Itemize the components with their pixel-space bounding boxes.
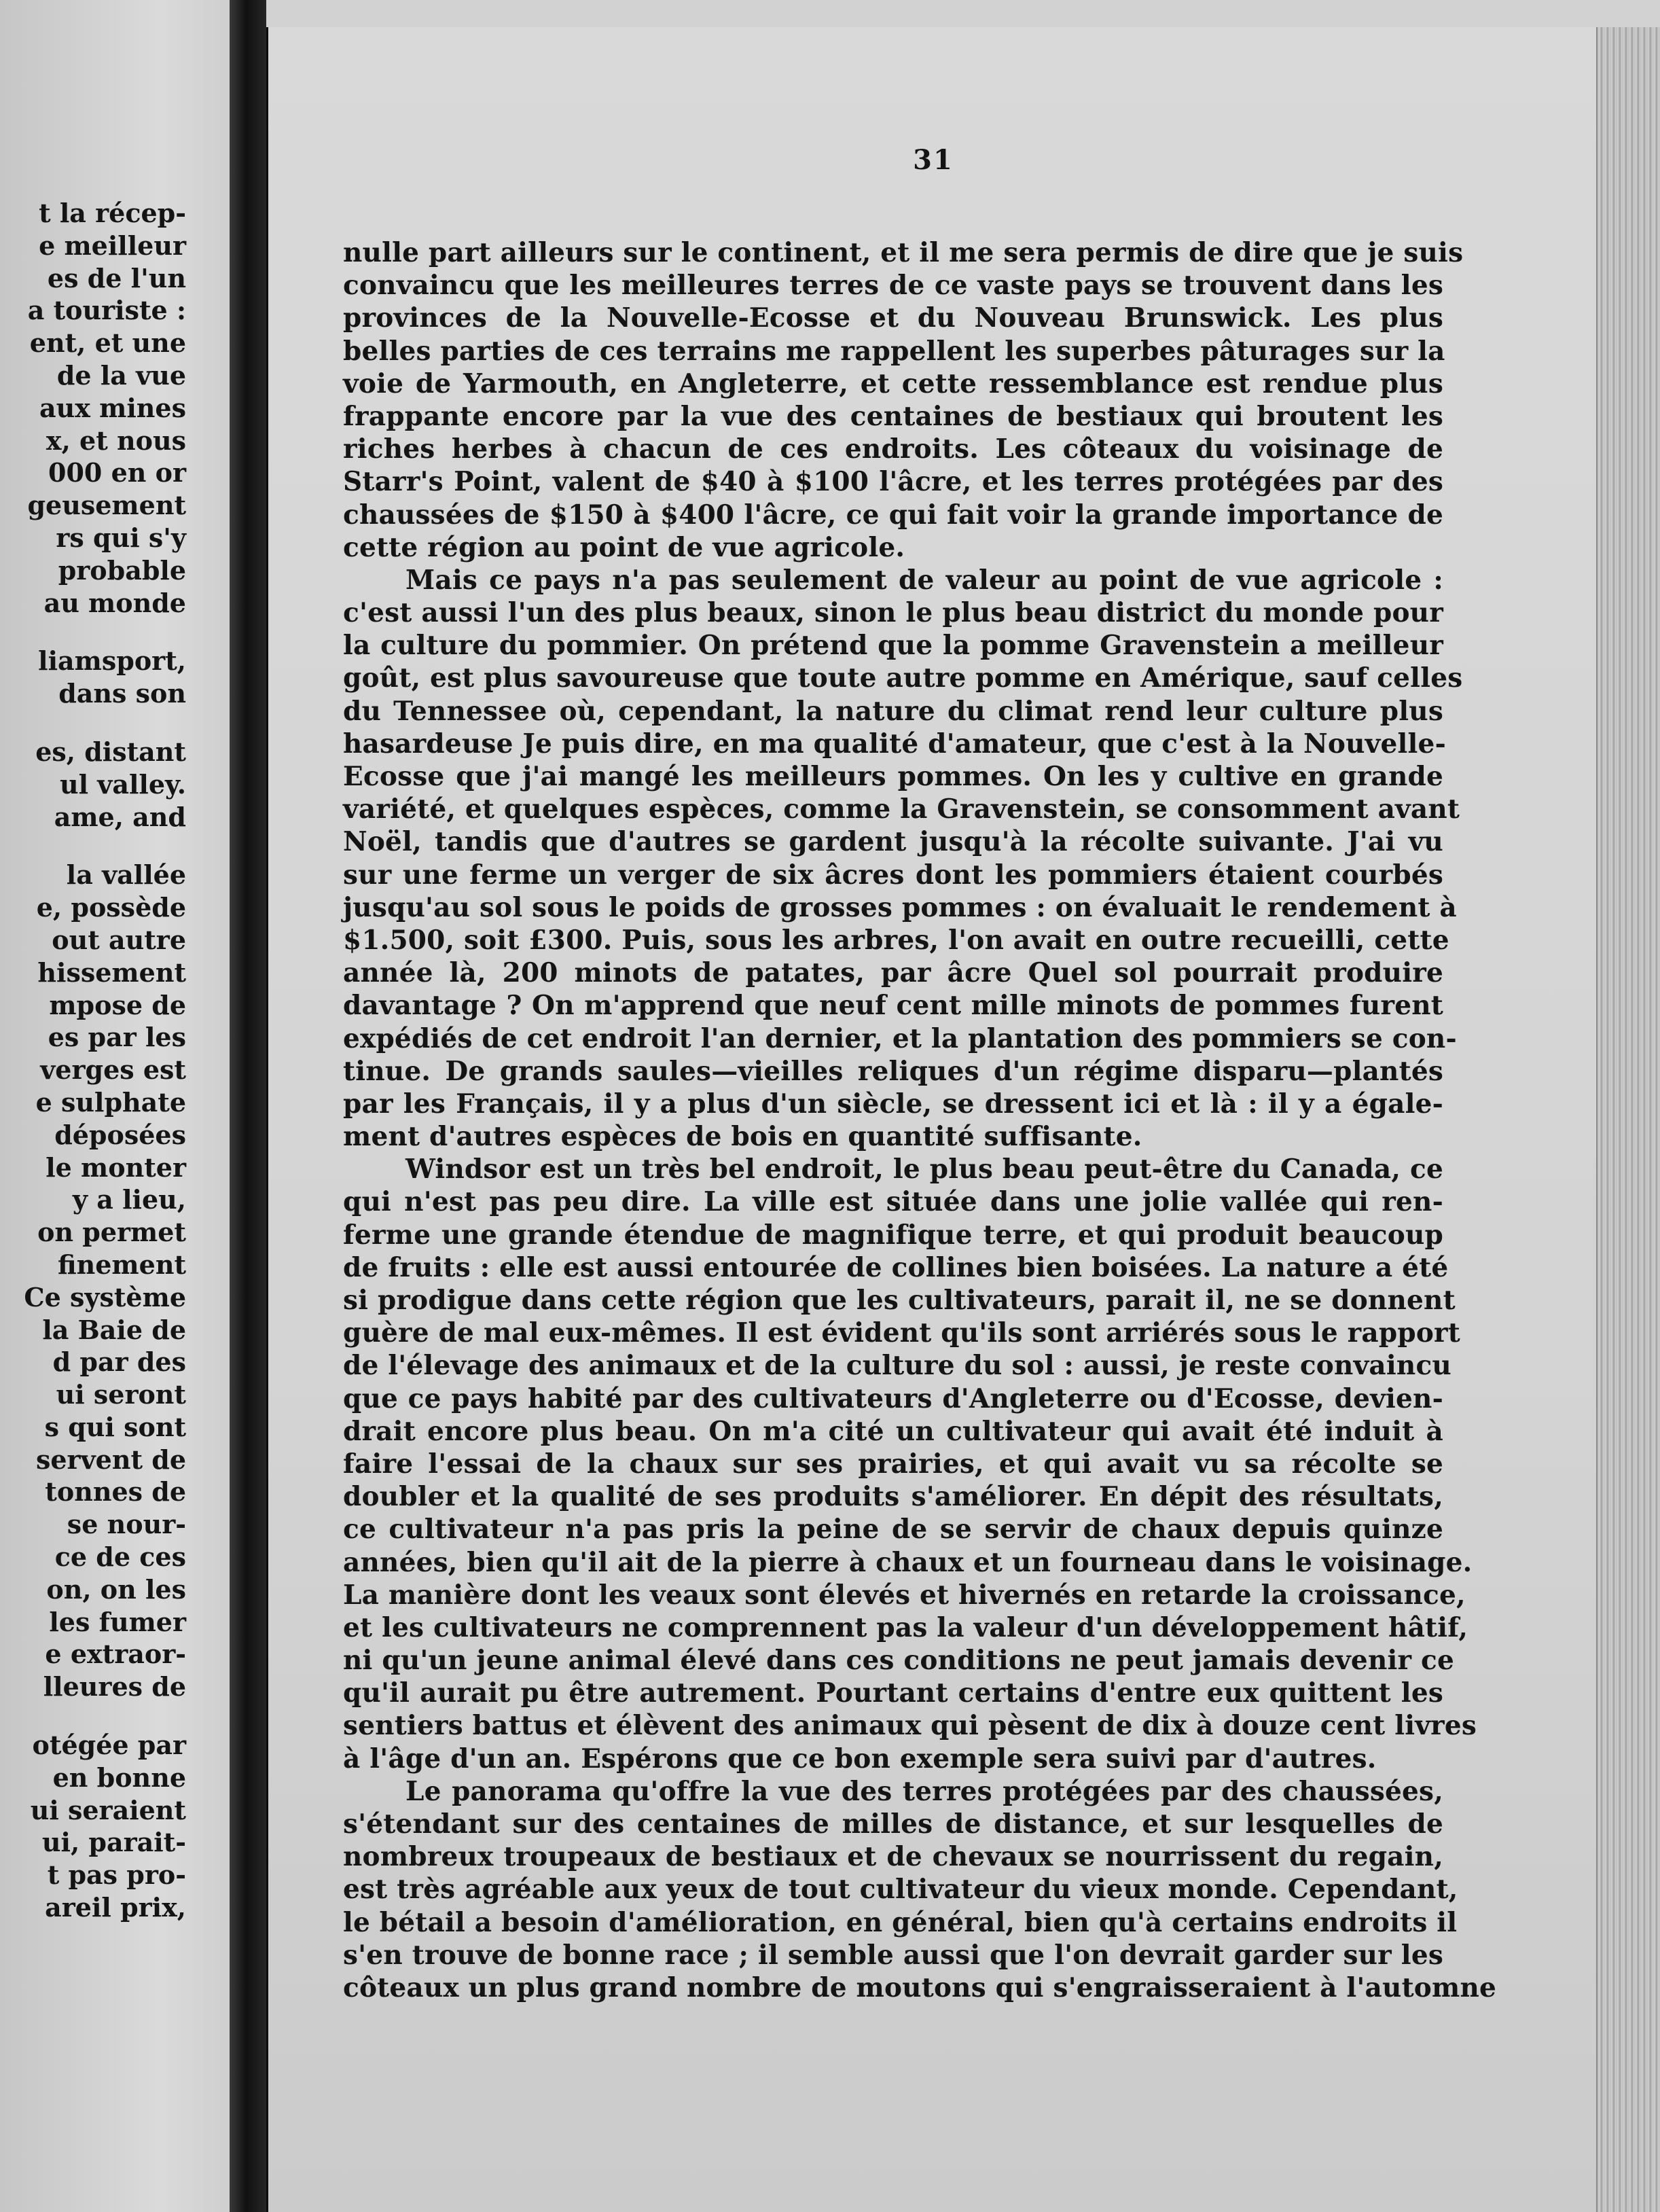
text-line: nombreux troupeaux de bestiaux et de chevaux se nourrissent du regain, xyxy=(343,1841,1443,1873)
text-line: que ce pays habité par des cultivateurs d'Angleterre ou d'Ecosse, devien- xyxy=(343,1382,1443,1414)
left-text-line: aux mines xyxy=(39,392,186,423)
text-line: côteaux un plus grand nombre de moutons qui s'engraisseraient à l'automne xyxy=(343,1972,1497,2003)
text-line: Le panorama qu'offre la vue des terres protégées par des chaussées, xyxy=(405,1775,1443,1807)
left-text-line: out autre xyxy=(52,924,186,955)
left-text-line: déposées xyxy=(54,1119,186,1150)
left-text-line: t pas pro- xyxy=(47,1859,186,1891)
left-text-line: les fumer xyxy=(49,1606,186,1637)
text-line: tinue. De grands saules—vieilles reliques d'un régime disparu—plantés xyxy=(343,1055,1443,1087)
line-gap xyxy=(24,1703,186,1729)
line-gap xyxy=(24,833,186,859)
text-line: doubler et la qualité de ses produits s'améliorer. En dépit des résultats, xyxy=(343,1481,1443,1513)
text-line: le bétail a besoin d'amélioration, en général, bien qu'à certains endroits il xyxy=(343,1906,1458,1938)
text-line: drait encore plus beau. On m'a cité un cultivateur qui avait été induit à xyxy=(343,1415,1443,1447)
left-text-line: ent, et une xyxy=(29,327,186,359)
line-gap xyxy=(24,710,186,736)
left-text-line: verges est xyxy=(40,1054,186,1086)
text-line: La manière dont les veaux sont élevés et hivernés en retarde la croissance, xyxy=(343,1579,1466,1611)
left-text-line: ul valley. xyxy=(60,768,186,800)
left-text-line: es, distant xyxy=(35,736,186,767)
left-text-line: geusement xyxy=(27,490,186,521)
text-line: sentiers battus et élèvent des animaux qui pèsent de dix à douze cent livres xyxy=(343,1710,1477,1742)
left-text-line: a touriste : xyxy=(27,295,186,326)
left-text-line: ui seraient xyxy=(30,1794,186,1825)
line-gap xyxy=(24,619,186,645)
text-line: si prodigue dans cette région que les cultivateurs, parait il, ne se donnent xyxy=(343,1285,1456,1316)
text-line: ment d'autres espèces de bois en quantité suffisante. xyxy=(343,1121,1142,1153)
left-text-line: e meilleur xyxy=(39,230,186,261)
body-text xyxy=(343,236,1497,2004)
text-line: chaussées de $150 à $400 l'âcre, ce qui fait voir la grande importance de xyxy=(343,499,1443,531)
left-text-line: en bonne xyxy=(52,1762,186,1793)
text-line: et les cultivateurs ne comprennent pas la valeur d'un développement hâtif, xyxy=(343,1611,1468,1643)
text-line: année là, 200 minots de patates, par âcre Quel sol pourrait produire xyxy=(343,957,1443,989)
text-line: années, bien qu'il ait de la pierre à chaux et un fourneau dans le voisinage. xyxy=(343,1546,1473,1578)
text-line: Windsor est un très bel endroit, le plus beau peut-être du Canada, ce xyxy=(405,1154,1443,1185)
text-line: c'est aussi l'un des plus beaux, sinon le plus beau district du monde pour xyxy=(343,597,1443,629)
text-line: expédiés de cet endroit l'an dernier, et la plantation des pommiers se con- xyxy=(343,1022,1457,1054)
text-line: guère de mal eux-mêmes. Il est évident qu'ils sont arriérés sous le rapport xyxy=(343,1317,1461,1349)
text-line: belles parties de ces terrains me rappellent les superbes pâturages sur la xyxy=(343,335,1445,367)
left-text-line: x, et nous xyxy=(46,425,186,456)
left-text-line: d par des xyxy=(52,1346,186,1378)
text-line: ferme une grande étendue de magnifique terre, et qui produit beaucoup xyxy=(343,1219,1443,1251)
text-line: s'en trouve de bonne race ; il semble aussi que l'on devrait garder sur les xyxy=(343,1939,1443,1971)
text-line: la culture du pommier. On prétend que la pomme Gravenstein a meilleur xyxy=(343,630,1443,662)
left-text-line: Ce système xyxy=(24,1281,186,1313)
text-line: riches herbes à chacun de ces endroits. Les côteaux du voisinage de xyxy=(343,433,1443,465)
left-text-line: le monter xyxy=(46,1152,186,1183)
left-text-line: rs qui s'y xyxy=(56,522,186,553)
left-text-line: probable xyxy=(58,554,186,586)
text-line: ni qu'un jeune animal élevé dans ces conditions ne peut jamais devenir ce xyxy=(343,1645,1454,1677)
left-text-line: es par les xyxy=(48,1022,186,1053)
text-line: ce cultivateur n'a pas pris la peine de se servir de chaux depuis quinze xyxy=(343,1514,1443,1546)
left-text-line: la Baie de xyxy=(42,1314,186,1345)
left-text-line: hissement xyxy=(37,957,186,988)
text-line: de l'élevage des animaux et de la culture du sol : aussi, je reste convaincu xyxy=(343,1350,1451,1382)
left-text-line: tonnes de xyxy=(45,1476,186,1508)
text-line: Noël, tandis que d'autres se gardent jusqu'à la récolte suivante. J'ai vu xyxy=(343,826,1443,858)
right-page xyxy=(266,27,1600,2212)
left-text-line: liamsport, xyxy=(38,645,186,677)
left-text-line: au monde xyxy=(43,587,186,618)
left-text-line: on permet xyxy=(37,1217,186,1248)
text-line: provinces de la Nouvelle-Ecosse et du Nouveau Brunswick. Les plus xyxy=(343,302,1443,334)
left-text-line: otégée par xyxy=(32,1730,186,1761)
text-line: du Tennessee où, cependant, la nature du climat rend leur culture plus xyxy=(343,695,1443,727)
left-text-line: dans son xyxy=(58,678,186,709)
text-line: $1.500, soit £300. Puis, sous les arbres, l'on avait en outre recueilli, cette xyxy=(343,924,1449,956)
left-text-line: ui, parait- xyxy=(41,1827,186,1858)
text-line: à l'âge d'un an. Espérons que ce bon exemple sera suivi par d'autres. xyxy=(343,1743,1377,1774)
left-text-line: servent de xyxy=(35,1444,186,1475)
text-line: variété, et quelques espèces, comme la Gravenstein, se consomment avant xyxy=(343,793,1460,825)
text-line: faire l'essai de la chaux sur ses prairies, et qui avait vu sa récolte se xyxy=(343,1448,1443,1480)
left-text-line: t la récep- xyxy=(39,198,186,228)
left-text-line: se nour- xyxy=(67,1509,186,1540)
left-text-line: ui seront xyxy=(56,1379,186,1410)
left-text-line: de la vue xyxy=(56,359,186,391)
text-line: hasardeuse Je puis dire, en ma qualité d'amateur, que c'est à la Nouvelle- xyxy=(343,728,1446,760)
left-text-line: on, on les xyxy=(46,1573,186,1605)
text-line: s'étendant sur des centaines de milles de distance, et sur lesquelles de xyxy=(343,1808,1443,1840)
left-text-line: areil prix, xyxy=(45,1892,186,1923)
text-line: est très agréable aux yeux de tout cultivateur du vieux monde. Cependant, xyxy=(343,1874,1458,1906)
text-line: convaincu que les meilleures terres de ce vaste pays se trouvent dans les xyxy=(343,270,1443,302)
text-line: jusqu'au sol sous le poids de grosses pommes : on évaluait le rendement à xyxy=(343,891,1457,923)
left-text-line: e extraor- xyxy=(45,1639,186,1670)
text-line: par les Français, il y a plus d'un siècle, se dressent ici et là : il y a égale- xyxy=(343,1088,1443,1120)
text-line: frappante encore par la vue des centaines de bestiaux qui broutent les xyxy=(343,400,1443,432)
left-text-line: 000 en or xyxy=(48,457,186,488)
text-line: sur une ferme un verger de six âcres dont les pommiers étaient courbés xyxy=(343,859,1443,891)
left-text-line: es de l'un xyxy=(47,262,186,293)
text-line: Ecosse que j'ai mangé les meilleurs pommes. On les y cultive en grande xyxy=(343,761,1443,792)
left-text-line: mpose de xyxy=(49,989,186,1020)
text-line: qui n'est pas peu dire. La ville est située dans une jolie vallée qui ren- xyxy=(343,1186,1443,1218)
text-line: cette région au point de vue agricole. xyxy=(343,531,905,563)
left-facing-page xyxy=(0,0,230,2212)
book-gutter xyxy=(230,0,266,2212)
text-line: goût, est plus savoureuse que toute autre pomme en Amérique, sauf celles xyxy=(343,662,1463,694)
left-text-line: e, possède xyxy=(36,892,186,923)
text-line: nulle part ailleurs sur le continent, et il me sera permis de dire que je suis xyxy=(343,237,1464,268)
text-line: voie de Yarmouth, en Angleterre, et cette ressemblance est rendue plus xyxy=(343,368,1443,399)
text-line: davantage ? On m'apprend que neuf cent mille minots de pommes furent xyxy=(343,990,1443,1022)
left-text-line: s qui sont xyxy=(44,1411,186,1442)
text-line: de fruits : elle est aussi entourée de collines bien boisées. La nature a été xyxy=(343,1251,1449,1283)
left-text-line: e sulphate xyxy=(35,1086,186,1118)
text-line: Starr's Point, valent de $40 à $100 l'âcre, et les terres protégées par des xyxy=(343,466,1443,498)
text-line: Mais ce pays n'a pas seulement de valeur au point de vue agricole : xyxy=(405,564,1443,596)
left-page-text xyxy=(24,197,186,1924)
left-text-line: la vallée xyxy=(66,859,186,891)
left-text-line: ce de ces xyxy=(54,1541,186,1573)
page-number: 31 xyxy=(913,144,954,176)
left-text-line: lleures de xyxy=(43,1671,186,1702)
left-text-line: finement xyxy=(58,1249,186,1280)
text-line: qu'il aurait pu être autrement. Pourtant certains d'entre eux quittent les xyxy=(343,1677,1443,1709)
left-text-line: y a lieu, xyxy=(72,1184,186,1215)
left-text-line: ame, and xyxy=(54,801,186,832)
page-edges xyxy=(1598,27,1660,2212)
